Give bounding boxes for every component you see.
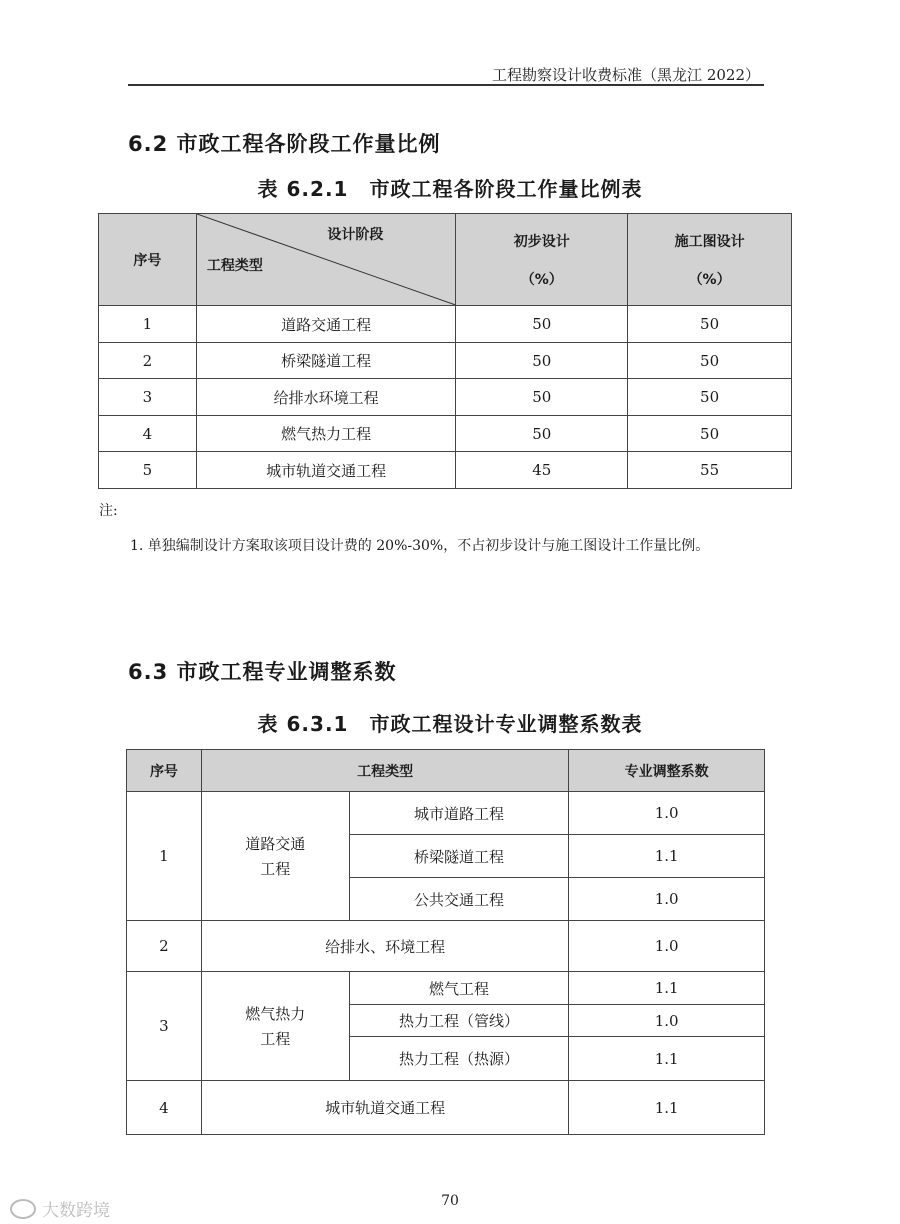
row-seq: 1 — [127, 792, 202, 921]
row-coefficient: 1.1 — [569, 972, 765, 1005]
header-project-type: 工程类型 — [201, 750, 568, 792]
header-coefficient: 专业调整系数 — [569, 750, 765, 792]
row-seq: 3 — [127, 972, 202, 1081]
table-row — [99, 452, 792, 489]
row-seq: 2 — [99, 343, 197, 379]
category-line: 燃气热力 — [245, 1005, 306, 1023]
row-subtype: 城市道路工程 — [349, 792, 569, 835]
note-label: 注: — [99, 503, 118, 519]
row-coefficient: 1.0 — [569, 1005, 765, 1037]
watermark — [10, 1196, 110, 1221]
row-seq: 2 — [127, 921, 202, 972]
adjustment-coefficient-table — [126, 749, 765, 1135]
row-preliminary: 45 — [456, 452, 628, 489]
row-type: 给排水环境工程 — [196, 379, 456, 416]
row-seq: 1 — [99, 306, 197, 343]
header-seq: 序号 — [99, 214, 197, 306]
row-category — [201, 972, 349, 1081]
page-number: 70 — [441, 1193, 459, 1209]
row-construction: 50 — [628, 379, 792, 416]
row-preliminary: 50 — [456, 343, 628, 379]
row-type: 桥梁隧道工程 — [196, 343, 456, 379]
table-row — [127, 972, 765, 1005]
table-header-row — [127, 750, 765, 792]
table-row — [99, 343, 792, 379]
row-subtype: 热力工程（热源） — [349, 1037, 569, 1081]
header-construction-unit: （%） — [688, 271, 731, 288]
header-project-type: 工程类型 — [206, 258, 263, 274]
row-coefficient: 1.1 — [569, 1037, 765, 1081]
header-construction-label: 施工图设计 — [674, 233, 745, 250]
section-6-3-title: 6.3 市政工程专业调整系数 — [128, 660, 397, 684]
row-subtype: 燃气工程 — [349, 972, 569, 1005]
category-line: 工程 — [260, 860, 291, 878]
row-category — [201, 792, 349, 921]
row-coefficient: 1.1 — [569, 835, 765, 878]
row-seq: 3 — [99, 379, 197, 416]
table-row — [99, 379, 792, 416]
row-preliminary: 50 — [456, 306, 628, 343]
category-line: 工程 — [260, 1030, 291, 1048]
table-row — [127, 1081, 765, 1135]
section-6-2-title: 6.2 市政工程各阶段工作量比例 — [128, 132, 441, 156]
row-type: 城市轨道交通工程 — [196, 452, 456, 489]
header-preliminary-unit: （%） — [520, 271, 563, 288]
header-seq: 序号 — [127, 750, 202, 792]
table-row — [99, 416, 792, 452]
watermark-text: 大数跨境 — [42, 1201, 110, 1221]
row-subtype: 桥梁隧道工程 — [349, 835, 569, 878]
row-subtype: 热力工程（管线） — [349, 1005, 569, 1037]
row-type: 道路交通工程 — [196, 306, 456, 343]
row-coefficient: 1.0 — [569, 921, 765, 972]
row-type: 给排水、环境工程 — [201, 921, 568, 972]
note-item-1: 1. 单独编制设计方案取该项目设计费的 20%-30%，不占初步设计与施工图设计工作量比例。 — [130, 538, 710, 554]
table-header-row — [99, 214, 792, 306]
row-seq: 5 — [99, 452, 197, 489]
row-coefficient: 1.1 — [569, 1081, 765, 1135]
category-line: 道路交通 — [245, 835, 306, 853]
row-seq: 4 — [99, 416, 197, 452]
row-type: 城市轨道交通工程 — [201, 1081, 568, 1135]
row-construction: 50 — [628, 343, 792, 379]
row-coefficient: 1.0 — [569, 878, 765, 921]
row-seq: 4 — [127, 1081, 202, 1135]
row-preliminary: 50 — [456, 416, 628, 452]
row-preliminary: 50 — [456, 379, 628, 416]
watermark-logo-icon — [10, 1199, 36, 1219]
stage-ratio-table — [98, 213, 792, 489]
header-rule — [128, 84, 764, 86]
table-row — [99, 306, 792, 343]
row-type: 燃气热力工程 — [196, 416, 456, 452]
row-construction: 50 — [628, 416, 792, 452]
table-row — [127, 792, 765, 835]
row-subtype: 公共交通工程 — [349, 878, 569, 921]
header-diagonal-cell — [196, 214, 456, 306]
row-construction: 55 — [628, 452, 792, 489]
document-header-title: 工程勘察设计收费标准（黑龙江 2022） — [492, 66, 760, 84]
header-preliminary-label: 初步设计 — [513, 233, 570, 250]
header-preliminary-design — [456, 214, 628, 306]
row-coefficient: 1.0 — [569, 792, 765, 835]
table-row — [127, 921, 765, 972]
row-construction: 50 — [628, 306, 792, 343]
table-6-3-1-caption: 表 6.3.1 市政工程设计专业调整系数表 — [257, 712, 643, 736]
header-design-stage: 设计阶段 — [327, 227, 384, 243]
header-construction-design — [628, 214, 792, 306]
table-6-2-1-caption: 表 6.2.1 市政工程各阶段工作量比例表 — [257, 177, 643, 201]
